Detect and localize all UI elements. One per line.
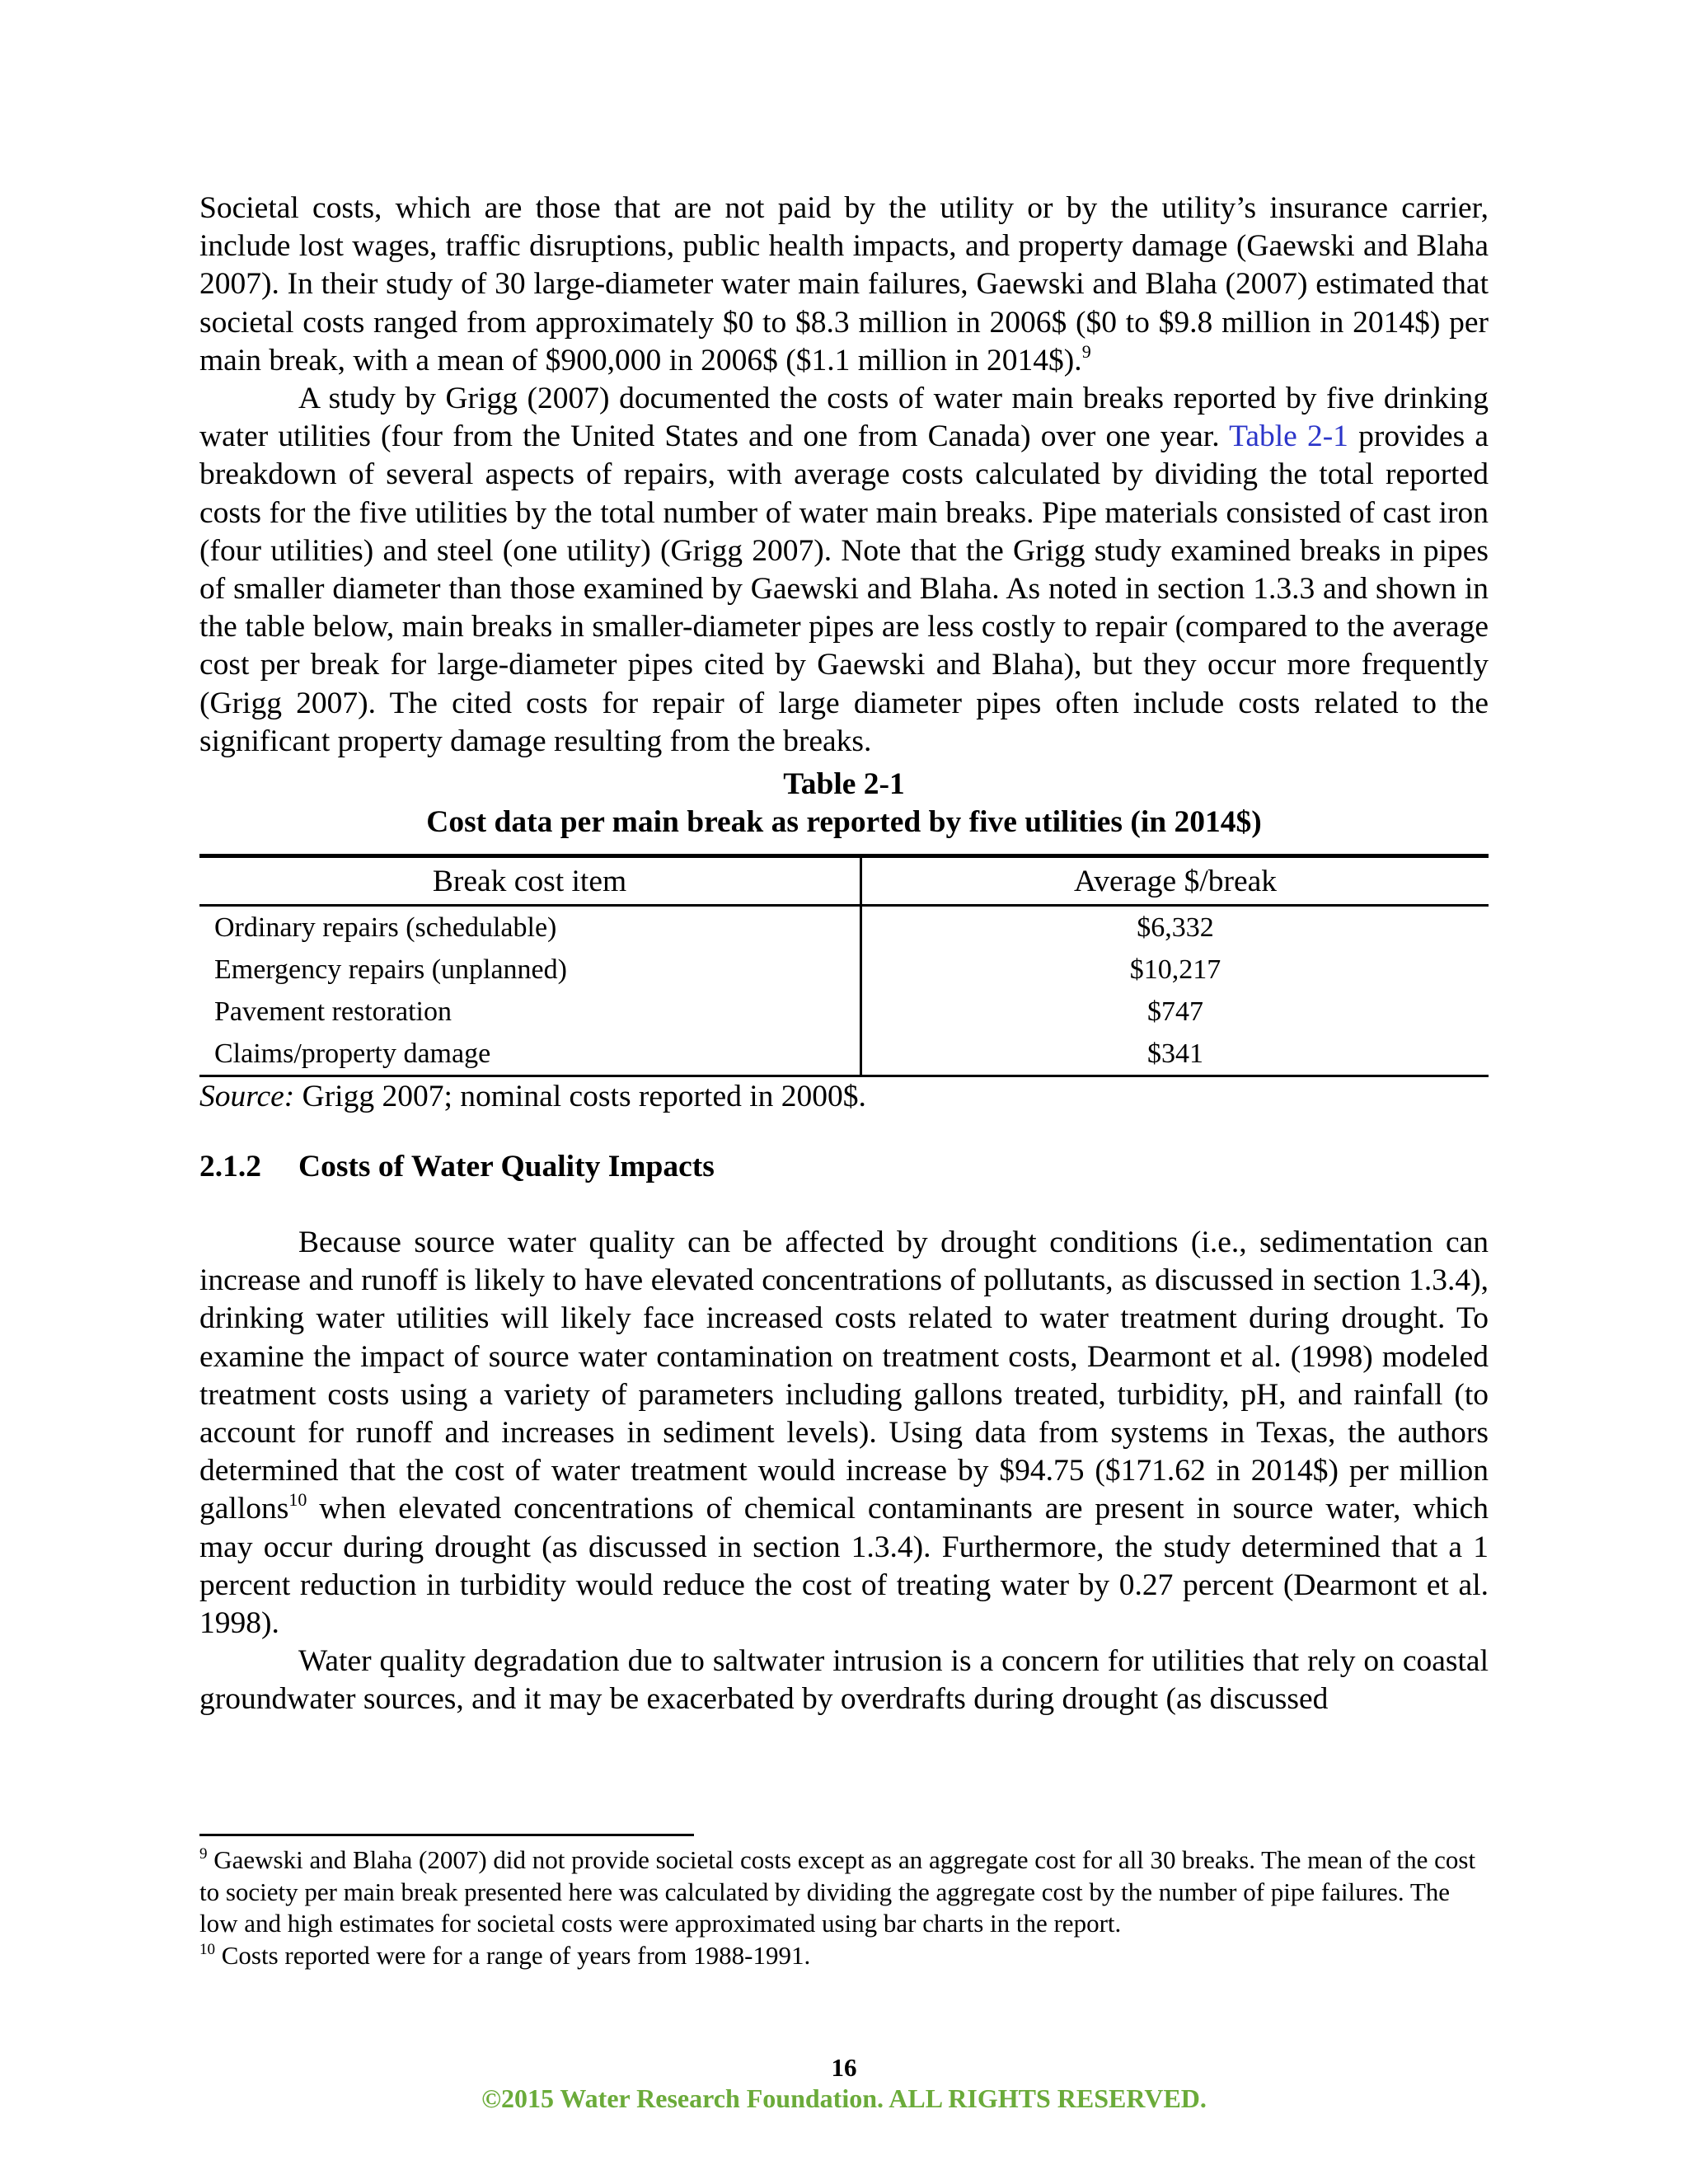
footnote-number: 9	[199, 1845, 208, 1863]
footnote-ref-9[interactable]: 9	[1081, 340, 1091, 362]
table-row	[199, 1033, 1489, 1076]
paragraph-societal-costs: Societal costs, which are those that are not paid by the utility or by the utility’s insurance carrier, include lost wages, traffic disruptions, public health impacts, and property damage (Gaewski and Blaha 2007). In their study of 30 large-diameter water main failures, Gaewski and Blaha (2007) estimated that societal costs ranged from approximately $0 to $8.3 million in 2006$ ($0 to $9.8 million in 2014$) per main break, with a mean of $900,000 in 2006$ ($1.1 million in 2014$).$^9$	[199, 191, 1489, 377]
table-label: Table 2-1	[783, 767, 905, 802]
row-value: $341	[1147, 1038, 1203, 1069]
copyright-notice: ©2015 Water Research Foundation. ALL RIGHTS RESERVED.	[481, 2083, 1207, 2113]
paragraph-grigg-study: A study by Grigg (2007) documented the costs of water main breaks reported by five drinking water utilities (four from the United States and one from Canada) over one year. Table 2-1 provides a breakdown of several aspects of repairs, with average costs calculated by dividing the total reported costs for the five utilities by the total number of water main breaks. Pipe materials consisted of cast iron (four utilities) and steel (one utility) (Grigg 2007). Note that the Grigg study examined breaks in pipes of smaller diameter than those examined by Gaewski and Blaha. As noted in section 1.3.3 and shown in the table below, main breaks in smaller-diameter pipes are less costly to repair (compared to the average cost per break for large-diameter pipes cited by Gaewski and Blaha), but they occur more frequently (Grigg 2007). The cited costs for repair of large diameter pipes often include costs related to the significant property damage resulting from the breaks.	[199, 382, 1489, 758]
footnote-divider	[199, 1834, 694, 1836]
footnotes	[199, 1844, 1489, 1971]
source-text: Grigg 2007; nominal costs reported in 2000$.	[302, 1080, 866, 1114]
footnote-number: 10	[199, 1940, 215, 1958]
section-title: Costs of Water Quality Impacts	[298, 1150, 715, 1184]
row-value: $747	[1147, 996, 1203, 1027]
section-heading	[199, 1148, 1489, 1186]
row-item: Ordinary repairs (schedulable)	[199, 906, 861, 949]
page-content	[199, 190, 1489, 1719]
page-number: 16	[831, 2053, 857, 2082]
section-number: 2.1.2	[199, 1150, 261, 1184]
row-value: $10,217	[1129, 954, 1221, 985]
table-header-row	[199, 856, 1489, 906]
header-average-per-break: Average $/break	[861, 856, 1489, 906]
footnote-9: $^9$ Gaewski and Blaha (2007) did not provide societal costs except as an aggregate cost for all 30 breaks. The mean of the cost to society per main break presented here was calculated by dividing the aggregate cost by the number of pipe failures. The low and high estimates for societal costs were approximated using bar charts in the report.	[199, 1845, 1476, 1938]
table-2-1-link[interactable]: Table 2-1	[1229, 419, 1348, 454]
table-row	[199, 906, 1489, 949]
table-row	[199, 949, 1489, 991]
paragraph-saltwater-intrusion: Water quality degradation due to saltwater intrusion is a concern for utilities that rely on coastal groundwater sources, and it may be exacerbated by overdrafts during drought (as discussed	[199, 1644, 1489, 1717]
row-item: Claims/property damage	[199, 1033, 861, 1076]
table-row	[199, 991, 1489, 1033]
row-item: Emergency repairs (unplanned)	[199, 949, 861, 991]
cost-table	[199, 854, 1489, 1077]
source-label: Source:	[199, 1080, 295, 1114]
header-break-cost-item: Break cost item	[199, 856, 861, 906]
row-value: $6,332	[1137, 912, 1214, 943]
table-source	[199, 1079, 1489, 1115]
table-title: Cost data per main break as reported by five utilities (in 2014$)	[426, 805, 1262, 840]
paragraph-source-water-quality: Because source water quality can be affected by drought conditions (i.e., sedimentation can increase and runoff is likely to have elevated concentrations of pollutants, as discussed in section 1.3.4), drinking water utilities will likely face increased costs related to water treatment during drought. To examine the impact of source water contamination on treatment costs, Dearmont et al. (1998) modeled treatment costs using a variety of parameters including gallons treated, turbidity, pH, and rainfall (to account for runoff and increases in sediment levels). Using data from systems in Texas, the authors determined that the cost of water treatment would increase by $94.75 ($171.62 in 2014$) per million gallons$^{10}$ when elevated concentrations of chemical contaminants are present in source water, which may occur during drought (as discussed in section 1.3.4). Furthermore, the study determined that a 1 percent reduction in turbidity would reduce the cost of treating water by 0.27 percent (Dearmont et al. 1998).	[199, 1226, 1489, 1641]
footnote-ref-10[interactable]: 10	[288, 1489, 307, 1511]
row-item: Pavement restoration	[199, 991, 861, 1033]
footnote-10: $^{10}$ Costs reported were for a range of years from 1988-1991.	[199, 1940, 811, 1970]
